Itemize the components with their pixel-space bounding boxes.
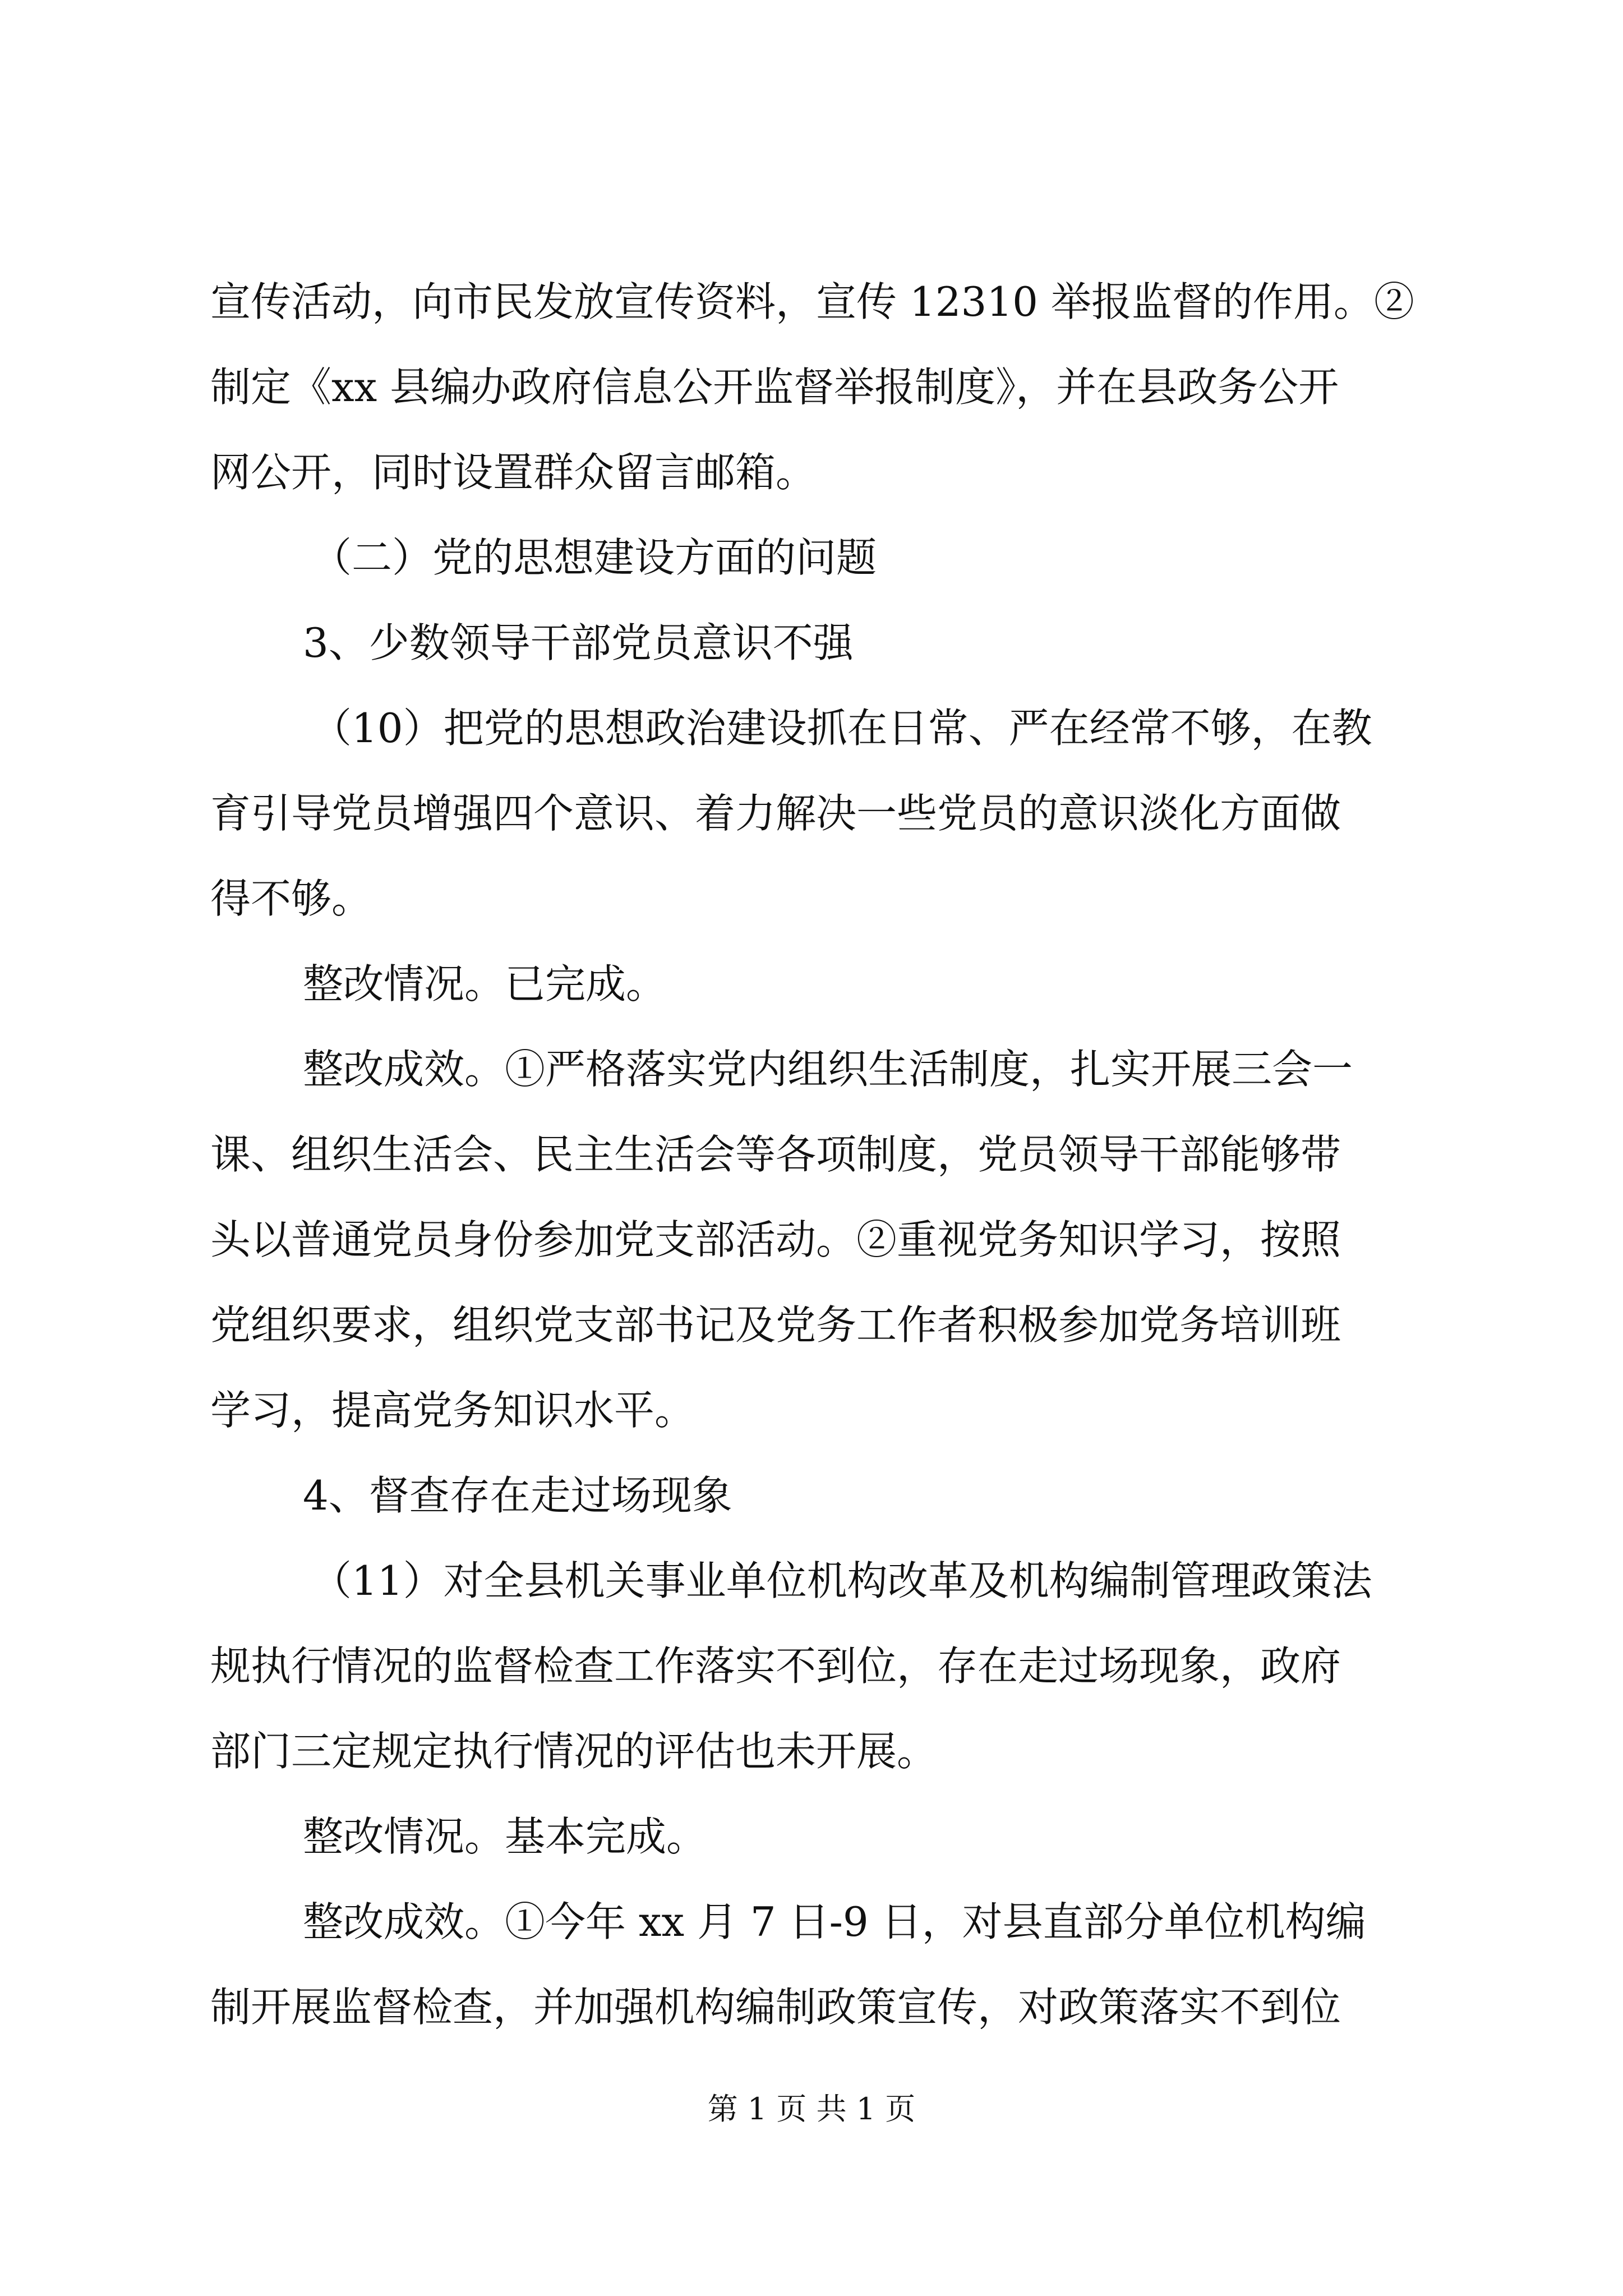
section-heading: （二）党的思想建设方面的问题 (311, 534, 877, 581)
text-line: （11）对全县机关事业单位机构改革及机构编制管理政策法 (311, 1557, 1372, 1604)
text-line: 网公开，同时设置群众留言邮箱。 (210, 449, 817, 496)
text-line: 党组织要求，组织党支部书记及党务工作者积极参加党务培训班 (210, 1301, 1341, 1349)
document-body (210, 259, 1416, 2050)
status-line: 整改情况。基本完成。 (303, 1813, 707, 1860)
text-line: 得不够。 (210, 875, 372, 922)
status-line: 整改情况。已完成。 (303, 960, 667, 1007)
text-line: 整改成效。①严格落实党内组织生活制度，扎实开展三会一 (303, 1046, 1353, 1093)
text-line: 头以普通党员身份参加党支部活动。②重视党务知识学习，按照 (210, 1216, 1341, 1263)
text-line: 制定《xx 县编办政府信息公开监督举报制度》，并在县政务公开 (210, 364, 1339, 411)
text-line: 课、组织生活会、民主生活会等各项制度，党员领导干部能够带 (210, 1131, 1341, 1178)
page-footer: 第 1 页 共 1 页 (707, 2091, 916, 2127)
text-line: 育引导党员增强四个意识、着力解决一些党员的意识淡化方面做 (210, 790, 1341, 837)
subsection-heading: 4、督查存在走过场现象 (303, 1472, 732, 1519)
text-line: 制开展监督检查，并加强机构编制政策宣传，对政策落实不到位 (210, 1984, 1341, 2031)
text-line: （10）把党的思想政治建设抓在日常、严在经常不够，在教 (311, 705, 1372, 752)
subsection-heading: 3、少数领导干部党员意识不强 (303, 619, 854, 666)
text-line: 学习，提高党务知识水平。 (210, 1387, 695, 1434)
text-line: 部门三定规定执行情况的评估也未开展。 (210, 1728, 938, 1775)
text-line: 整改成效。①今年 xx 月 7 日-9 日，对县直部分单位机构编 (303, 1898, 1366, 1945)
text-line: 规执行情况的监督检查工作落实不到位，存在走过场现象，政府 (210, 1642, 1341, 1690)
text-line: 宣传活动，向市民发放宣传资料，宣传 12310 举报监督的作用。② (210, 278, 1414, 325)
